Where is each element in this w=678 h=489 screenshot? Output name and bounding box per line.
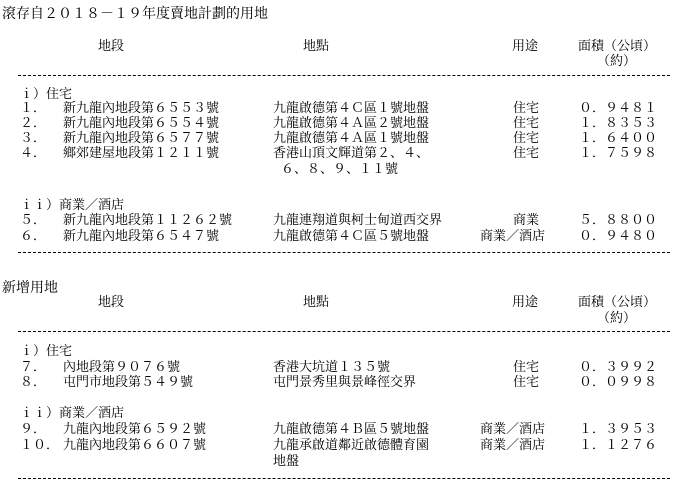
page-title: 滾存自２０１８－１９年度賣地計劃的用地 <box>2 6 268 22</box>
header-lot: 地段 <box>98 295 125 310</box>
header-area-approx: （約） <box>597 54 637 69</box>
section-title-new: 新增用地 <box>2 280 58 296</box>
header-area: 面積（公頃） <box>578 295 657 310</box>
header-location: 地點 <box>303 39 330 54</box>
header-use: 用途 <box>512 39 539 54</box>
section-label-residential: ｉ）住宅 <box>20 344 73 359</box>
divider <box>18 75 670 76</box>
header-use: 用途 <box>512 295 539 310</box>
divider <box>18 331 670 332</box>
header-location: 地點 <box>303 295 330 310</box>
section-label-residential: ｉ）住宅 <box>20 87 73 102</box>
divider <box>18 252 670 253</box>
divider <box>18 478 670 479</box>
header-area: 面積（公頃） <box>578 39 657 54</box>
section-label-commercial: ｉｉ）商業／酒店 <box>20 198 125 213</box>
section-label-commercial: ｉｉ）商業／酒店 <box>20 406 125 421</box>
header-area-approx: （約） <box>597 311 637 326</box>
header-lot: 地段 <box>98 39 125 54</box>
